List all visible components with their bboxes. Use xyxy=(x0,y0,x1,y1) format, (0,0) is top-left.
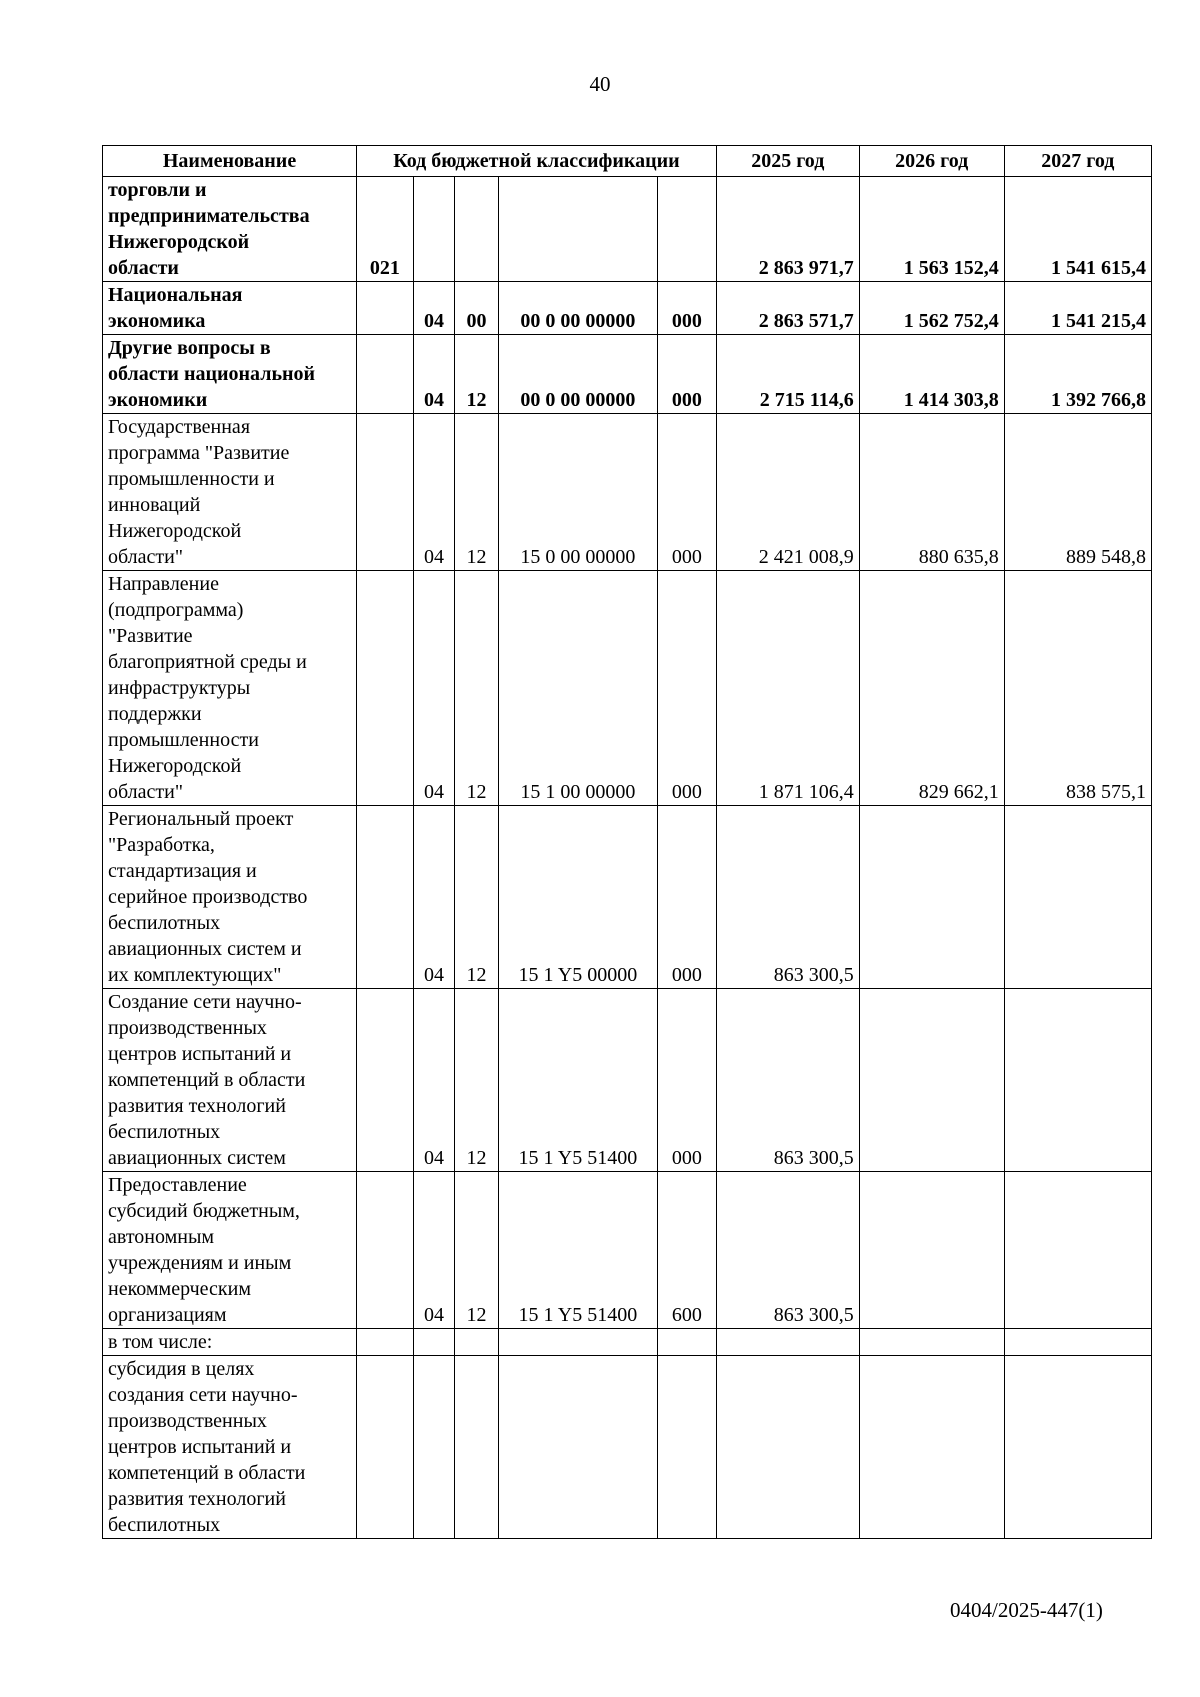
header-2026: 2026 год xyxy=(859,146,1004,177)
document-id: 0404/2025-447(1) xyxy=(950,1598,1103,1622)
row-name-cell: в том числе: xyxy=(103,1329,357,1356)
row-rz-code-cell: 04 xyxy=(413,571,454,806)
table-row xyxy=(103,414,1152,571)
row-2025-amount-cell: 2 863 971,7 xyxy=(716,177,859,282)
row-name-cell: Национальная экономика xyxy=(103,282,357,335)
row-expense-type-cell: 000 xyxy=(657,806,716,989)
row-pr-code-cell: 12 xyxy=(455,1172,499,1329)
header-name: Наименование xyxy=(103,146,357,177)
row-pr-code-cell: 12 xyxy=(455,414,499,571)
row-pr-code-cell: 12 xyxy=(455,571,499,806)
row-2025-amount-cell xyxy=(716,1356,859,1539)
row-2026-amount-cell: 1 563 152,4 xyxy=(859,177,1004,282)
row-name-cell: Предоставление субсидий бюджетным, автономным учреждениям и иным некоммерческим организациям xyxy=(103,1172,357,1329)
row-2026-amount-cell xyxy=(859,1329,1004,1356)
row-gr-code-cell xyxy=(357,1172,414,1329)
row-pr-code-cell xyxy=(455,1329,499,1356)
row-gr-code-cell xyxy=(357,1356,414,1539)
row-rz-code-cell xyxy=(413,1329,454,1356)
row-2025-amount-cell: 2 863 571,7 xyxy=(716,282,859,335)
row-name-cell: Региональный проект "Разработка, стандартизация и серийное производство беспилотных авиационных систем и их комплектующих" xyxy=(103,806,357,989)
row-rz-code-cell xyxy=(413,177,454,282)
table-body xyxy=(103,177,1152,1539)
row-2027-amount-cell: 838 575,1 xyxy=(1004,571,1151,806)
table-row xyxy=(103,1172,1152,1329)
header-2025: 2025 год xyxy=(716,146,859,177)
row-2026-amount-cell xyxy=(859,989,1004,1172)
row-name-cell: Другие вопросы в области национальной экономики xyxy=(103,335,357,414)
row-2026-amount-cell: 1 562 752,4 xyxy=(859,282,1004,335)
row-2025-amount-cell xyxy=(716,1329,859,1356)
row-target-code-cell: 15 1 Y5 00000 xyxy=(498,806,657,989)
row-2025-amount-cell: 2 421 008,9 xyxy=(716,414,859,571)
row-rz-code-cell: 04 xyxy=(413,989,454,1172)
row-target-code-cell xyxy=(498,1356,657,1539)
row-name-cell: торговли и предпринимательства Нижегородской области xyxy=(103,177,357,282)
row-pr-code-cell: 12 xyxy=(455,806,499,989)
row-rz-code-cell xyxy=(413,1356,454,1539)
row-gr-code-cell: 021 xyxy=(357,177,414,282)
row-name-cell: Направление (подпрограмма) "Развитие благоприятной среды и инфраструктуры поддержки промышленности Нижегородской области" xyxy=(103,571,357,806)
row-2026-amount-cell: 829 662,1 xyxy=(859,571,1004,806)
row-2027-amount-cell: 1 392 766,8 xyxy=(1004,335,1151,414)
row-rz-code-cell: 04 xyxy=(413,1172,454,1329)
row-gr-code-cell xyxy=(357,282,414,335)
row-pr-code-cell xyxy=(455,1356,499,1539)
budget-table xyxy=(102,145,1152,1539)
row-2026-amount-cell xyxy=(859,1356,1004,1539)
row-pr-code-cell: 12 xyxy=(455,989,499,1172)
row-target-code-cell: 15 0 00 00000 xyxy=(498,414,657,571)
row-2027-amount-cell: 889 548,8 xyxy=(1004,414,1151,571)
row-2026-amount-cell xyxy=(859,806,1004,989)
row-rz-code-cell: 04 xyxy=(413,806,454,989)
row-2025-amount-cell: 1 871 106,4 xyxy=(716,571,859,806)
table-row xyxy=(103,989,1152,1172)
row-expense-type-cell: 000 xyxy=(657,989,716,1172)
table-header-row xyxy=(103,146,1152,177)
row-gr-code-cell xyxy=(357,571,414,806)
row-pr-code-cell xyxy=(455,177,499,282)
row-expense-type-cell: 000 xyxy=(657,282,716,335)
row-2025-amount-cell: 863 300,5 xyxy=(716,989,859,1172)
row-target-code-cell: 15 1 Y5 51400 xyxy=(498,1172,657,1329)
row-expense-type-cell xyxy=(657,1356,716,1539)
row-expense-type-cell xyxy=(657,177,716,282)
row-2025-amount-cell: 2 715 114,6 xyxy=(716,335,859,414)
row-2027-amount-cell xyxy=(1004,1172,1151,1329)
row-target-code-cell: 00 0 00 00000 xyxy=(498,335,657,414)
row-gr-code-cell xyxy=(357,414,414,571)
row-2025-amount-cell: 863 300,5 xyxy=(716,1172,859,1329)
row-2026-amount-cell: 1 414 303,8 xyxy=(859,335,1004,414)
table-row xyxy=(103,335,1152,414)
row-2027-amount-cell xyxy=(1004,1356,1151,1539)
table-row xyxy=(103,177,1152,282)
row-rz-code-cell: 04 xyxy=(413,414,454,571)
row-expense-type-cell: 000 xyxy=(657,335,716,414)
row-2026-amount-cell xyxy=(859,1172,1004,1329)
row-target-code-cell: 15 1 Y5 51400 xyxy=(498,989,657,1172)
table-row xyxy=(103,1329,1152,1356)
header-code: Код бюджетной классификации xyxy=(357,146,717,177)
table-row xyxy=(103,282,1152,335)
row-2027-amount-cell xyxy=(1004,989,1151,1172)
row-name-cell: субсидия в целях создания сети научно- производственных центров испытаний и компетенций в области развития технологий беспилотных xyxy=(103,1356,357,1539)
row-expense-type-cell: 000 xyxy=(657,571,716,806)
row-gr-code-cell xyxy=(357,335,414,414)
row-2025-amount-cell: 863 300,5 xyxy=(716,806,859,989)
row-expense-type-cell: 600 xyxy=(657,1172,716,1329)
table-row xyxy=(103,571,1152,806)
row-name-cell: Создание сети научно- производственных центров испытаний и компетенций в области развития технологий беспилотных авиационных систем xyxy=(103,989,357,1172)
row-2027-amount-cell: 1 541 215,4 xyxy=(1004,282,1151,335)
row-expense-type-cell xyxy=(657,1329,716,1356)
row-name-cell: Государственная программа "Развитие промышленности и инноваций Нижегородской области" xyxy=(103,414,357,571)
row-pr-code-cell: 12 xyxy=(455,335,499,414)
row-target-code-cell xyxy=(498,177,657,282)
row-2026-amount-cell: 880 635,8 xyxy=(859,414,1004,571)
table-row xyxy=(103,806,1152,989)
row-2027-amount-cell: 1 541 615,4 xyxy=(1004,177,1151,282)
row-target-code-cell: 15 1 00 00000 xyxy=(498,571,657,806)
row-gr-code-cell xyxy=(357,806,414,989)
row-gr-code-cell xyxy=(357,1329,414,1356)
row-2027-amount-cell xyxy=(1004,1329,1151,1356)
header-2027: 2027 год xyxy=(1004,146,1151,177)
row-rz-code-cell: 04 xyxy=(413,282,454,335)
row-target-code-cell xyxy=(498,1329,657,1356)
row-pr-code-cell: 00 xyxy=(455,282,499,335)
table-row xyxy=(103,1356,1152,1539)
row-expense-type-cell: 000 xyxy=(657,414,716,571)
row-rz-code-cell: 04 xyxy=(413,335,454,414)
row-2027-amount-cell xyxy=(1004,806,1151,989)
page-number: 40 xyxy=(589,72,611,96)
row-gr-code-cell xyxy=(357,989,414,1172)
row-target-code-cell: 00 0 00 00000 xyxy=(498,282,657,335)
